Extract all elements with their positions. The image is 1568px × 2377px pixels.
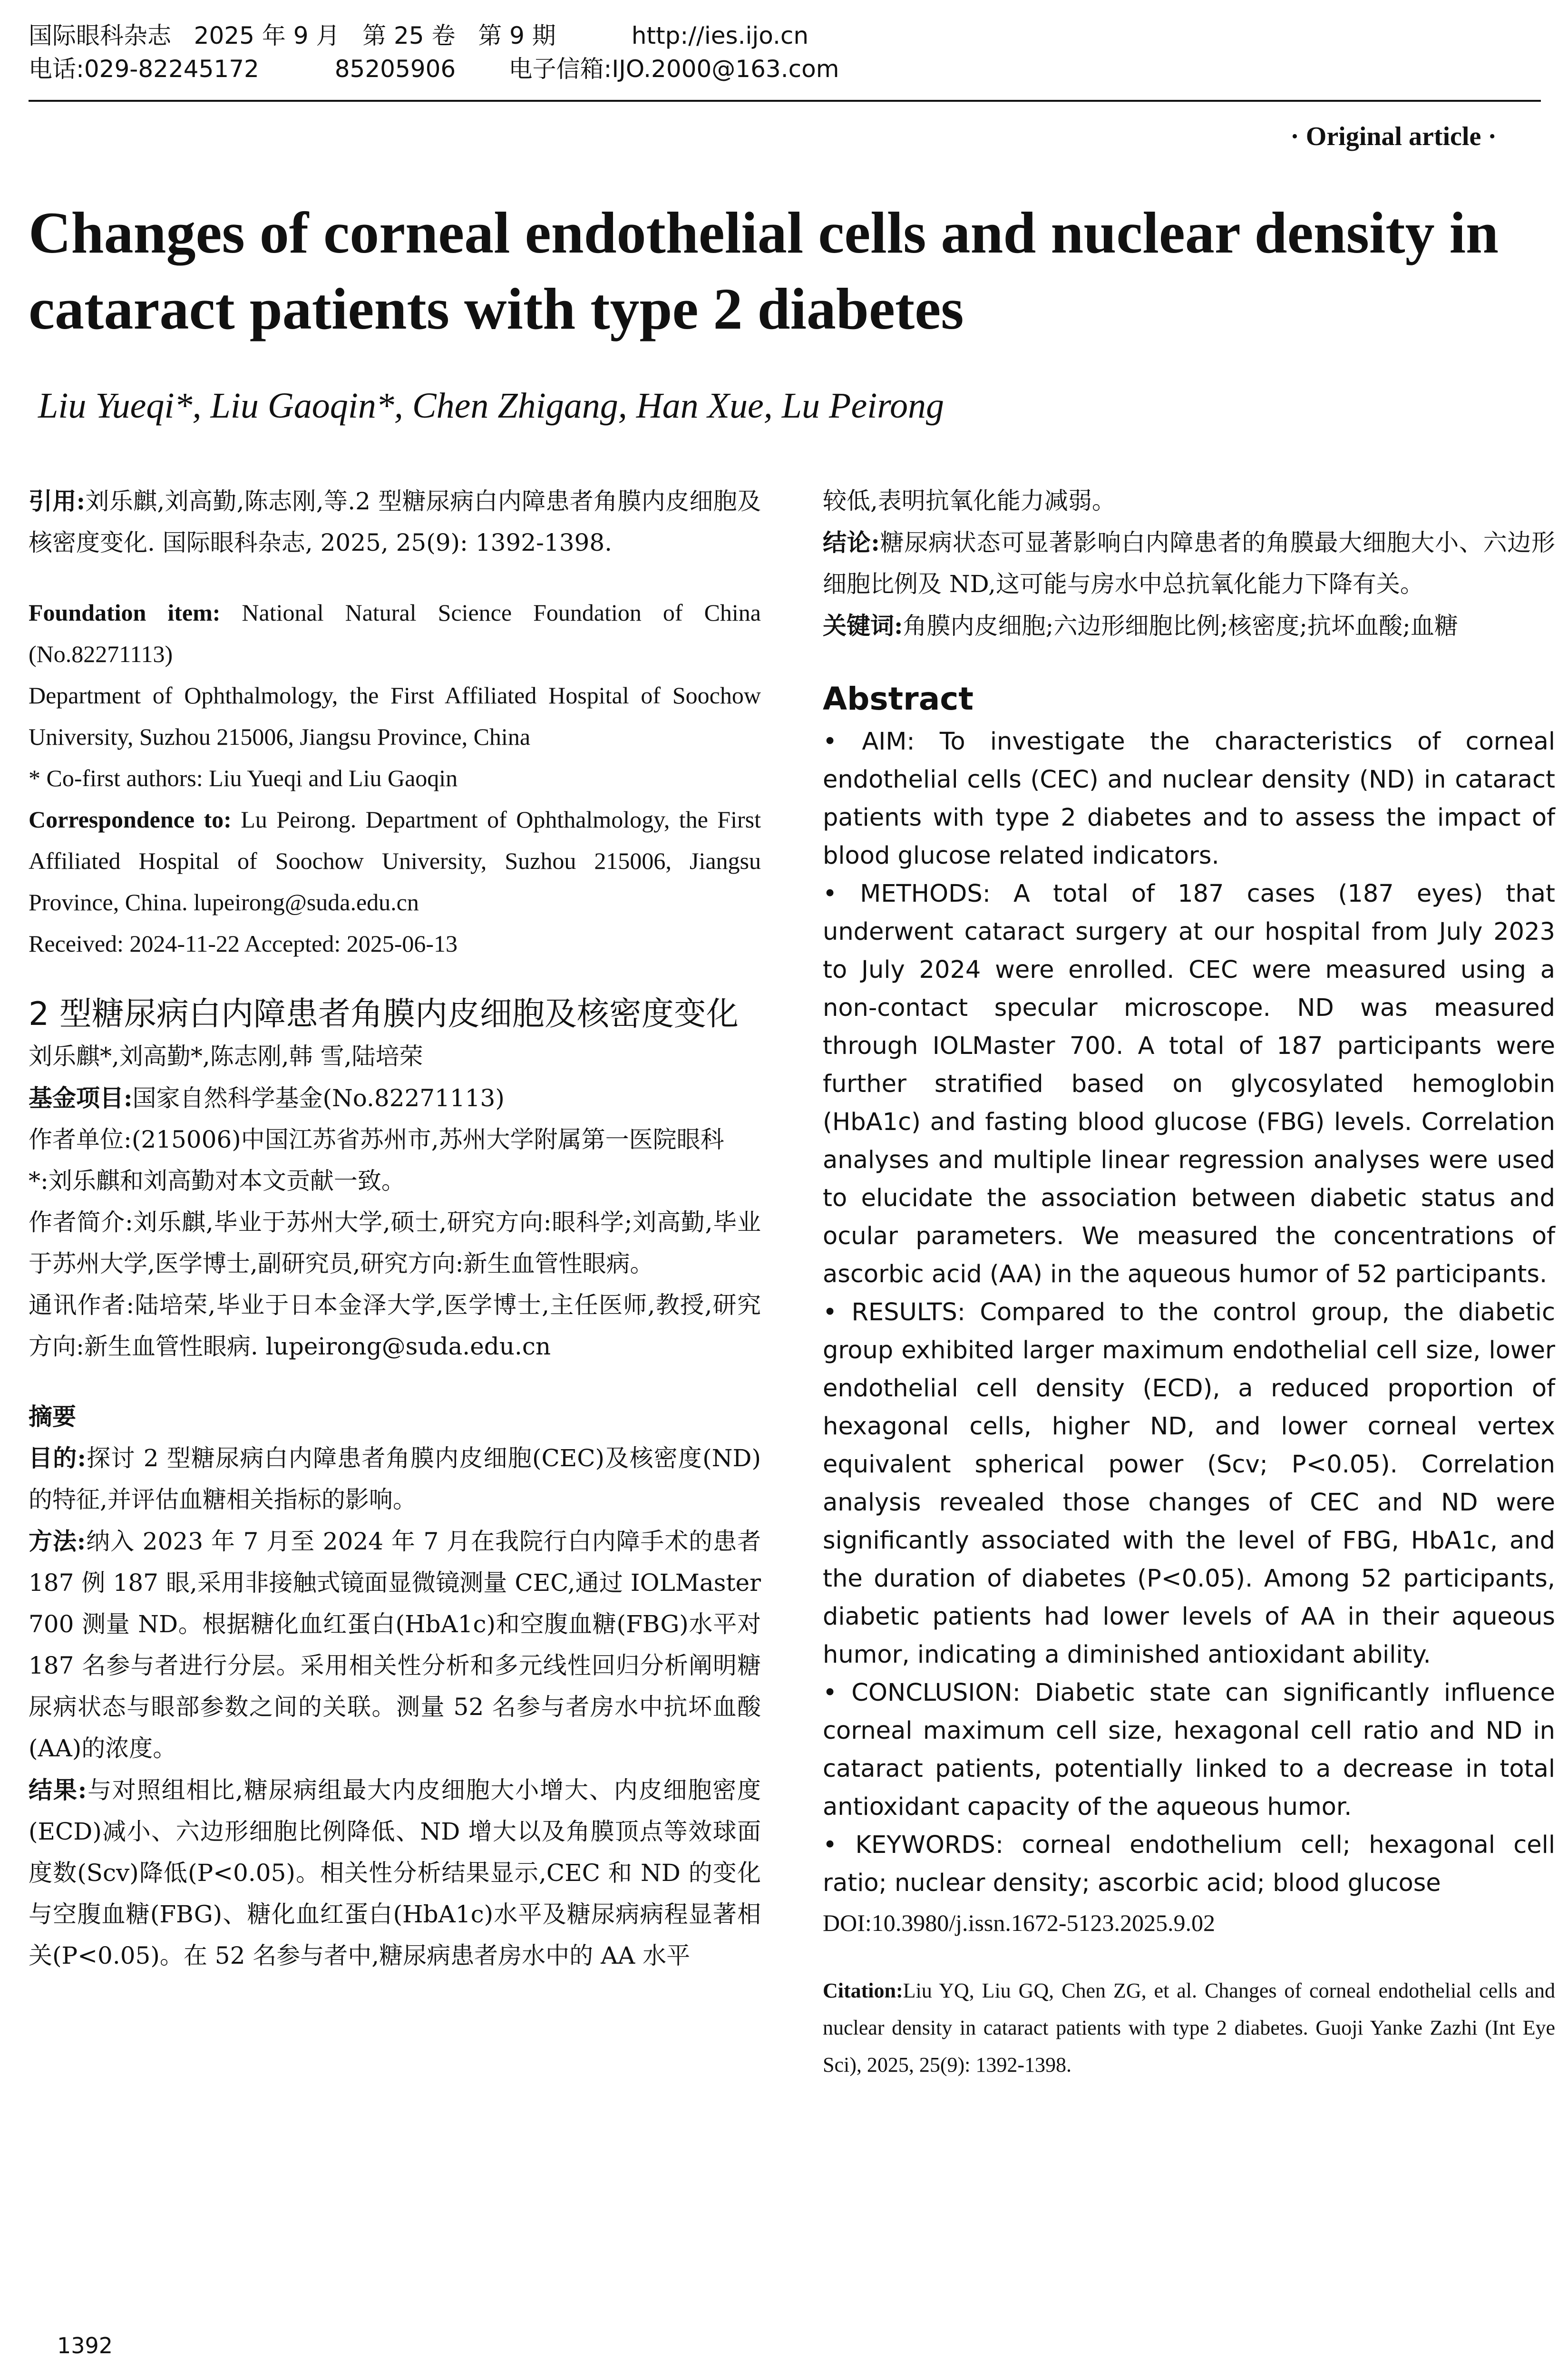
cn-methods-text: 纳入 2023 年 7 月至 2024 年 7 月在我院行白内障手术的患者 187 例 187 眼,采用非接触式镜面显微镜测量 CEC,通过 IOLMaster 700 测量 ND。根据糖化血红蛋白(HbA1c)和空腹血糖(FBG)水平对 187 名参与者进行分层。采用相关性分析和多元线性回归分析阐明糖尿病状态与眼部参数之间的关联。测量 52 名参与者房水中抗坏血酸(AA)的浓度。 (29, 1528, 761, 1762)
cn-conclusion-label: 结论: (823, 528, 880, 556)
cn-contact: 通讯作者:陆培荣,毕业于日本金泽大学,医学博士,主任医师,教授,研究方向:新生血管性眼病. lupeirong@suda.edu.cn (29, 1291, 761, 1360)
cn-bio: 作者简介:刘乐麒,毕业于苏州大学,硕士,研究方向:眼科学;刘高勤,毕业于苏州大学,医学博士,副研究员,研究方向:新生血管性眼病。 (29, 1208, 761, 1277)
co-first-authors: * Co-first authors: Liu Yueqi and Liu Gaoqin (29, 765, 458, 791)
foundation-label: Foundation item: (29, 599, 221, 626)
article-type-tag: · Original article · (1290, 122, 1497, 151)
cn-authors: 刘乐麒*,刘高勤*,陈志刚,韩 雪,陆培荣 (29, 1042, 423, 1070)
cn-fund-label: 基金项目: (29, 1084, 133, 1112)
cn-fund-text: 国家自然科学基金(No.82271113) (132, 1084, 505, 1112)
cite-label: 引用: (29, 487, 86, 515)
cn-conclusion-text: 糖尿病状态可显著影响白内障患者的角膜最大细胞大小、六边形细胞比例及 ND,这可能与房水中总抗氧化能力下降有关。 (823, 529, 1556, 598)
abstract-conclusion: • CONCLUSION: Diabetic state can significantly influence corneal maximum cell size, hexagonal cell ratio and ND in cataract patients, potentially linked to a decrease in total antioxidant capacity of the aqueous humor. (823, 1679, 1555, 1821)
author-list: Liu Yueqi*, Liu Gaoqin*, Chen Zhigang, Han Xue, Lu Peirong (38, 386, 945, 426)
corr-text: Lu Peirong. Department of Ophthalmology, the First Affiliated Hospital of Soochow University, Suzhou 215006, Jiangsu Province, China. lupeirong@suda.edu.cn (29, 806, 761, 916)
cn-star-note: *:刘乐麒和刘高勤对本文贡献一致。 (29, 1167, 405, 1195)
abstract-aim: • AIM: To investigate the characteristics of corneal endothelial cells (CEC) and nuclear density (ND) in cataract patients with type 2 diabetes and to assess the impact of blood glucose related indicators. (823, 728, 1555, 870)
cn-conclusion (823, 522, 1555, 605)
abstract-keywords: • KEYWORDS: corneal endothelium cell; hexagonal cell ratio; nuclear density; ascorbic acid; blood glucose (823, 1831, 1555, 1897)
cn-aim (29, 1437, 761, 1520)
cn-results-text: 与对照组相比,糖尿病组最大内皮细胞大小增大、内皮细胞密度(ECD)减小、六边形细胞比例降低、ND 增大以及角膜顶点等效球面度数(Scv)降低(P<0.05)。相关性分析结果显示,CEC 和 ND 的变化与空腹血糖(FBG)、糖化血红蛋白(HbA1c)水平及糖尿病病程显著相关(P<0.05)。在 52 名参与者中,糖尿病患者房水中的 AA 水平 (29, 1776, 761, 1969)
cn-methods (29, 1520, 761, 1769)
abstract-heading: Abstract (823, 681, 974, 717)
citation-text: Liu YQ, Liu GQ, Chen ZG, et al. Changes of corneal endothelial cells and nuclear density in cataract patients with type 2 diabetes. Guoji Yanke Zazhi (Int Eye Sci), 2025, 25(9): 1392-1398. (823, 1979, 1555, 2076)
abstract-methods: • METHODS: A total of 187 cases (187 eyes) that underwent cataract surgery at our hospital from July 2023 to July 2024 were enrolled. CEC were measured using a non-contact specular microscope. ND was measured through IOLMaster 700. A total of 187 participants were further stratified based on glycosylated hemoglobin (HbA1c) and fasting blood glucose (FBG) levels. Correlation analyses and multiple linear regression analyses were used to elucidate the association between diabetic status and ocular parameters. We measured the concentrations of ascorbic acid (AA) in the aqueous humor of 52 participants. (823, 880, 1555, 1288)
cn-keywords (823, 605, 1555, 647)
doi: DOI:10.3980/j.issn.1672-5123.2025.9.02 (823, 1909, 1215, 1936)
abstract-results: • RESULTS: Compared to the control group, the diabetic group exhibited larger maximum endothelial cell size, lower endothelial cell density (ECD), a reduced proportion of hexagonal cells, higher ND, and lower corneal vertex equivalent spherical power (Scv; P<0.05). Correlation analysis revealed those changes of CEC and ND were significantly associated with the level of FBG, HbA1c, and the duration of diabetes (P<0.05). Among 52 participants, diabetic patients had lower levels of AA in their aqueous humor, indicating a diminished antioxidant ability. (823, 1298, 1555, 1669)
cn-aim-label: 目的: (29, 1444, 86, 1472)
page-number: 1392 (57, 2333, 113, 2358)
header-line-2: 电话:029-82245172 85205906 电子信箱:IJO.2000@163.com (29, 55, 839, 83)
english-citation (823, 1972, 1555, 2084)
left-column (29, 480, 761, 1977)
received-accepted: Received: 2024-11-22 Accepted: 2025-06-13 (29, 930, 458, 957)
foundation-item (29, 592, 761, 675)
cn-keywords-label: 关键词: (823, 612, 903, 640)
citation-label: Citation: (823, 1979, 903, 2002)
right-column (823, 480, 1555, 2084)
cn-title: 2 型糖尿病白内障患者角膜内皮细胞及核密度变化 (29, 995, 739, 1033)
cn-unit: 作者单位:(215006)中国江苏省苏州市,苏州大学附属第一医院眼科 (29, 1126, 724, 1153)
cite-text: 刘乐麒,刘高勤,陈志刚,等.2 型糖尿病白内障患者角膜内皮细胞及核密度变化. 国际眼科杂志, 2025, 25(9): 1392-1398. (29, 487, 761, 556)
cn-results (29, 1769, 761, 1977)
cn-results-continued: 较低,表明抗氧化能力减弱。 (823, 487, 1116, 515)
cn-fund (29, 1077, 761, 1119)
cn-citation (29, 480, 761, 564)
corr-label: Correspondence to: (29, 806, 232, 833)
department: Department of Ophthalmology, the First Affiliated Hospital of Soochow University, Suzhou 215006, Jiangsu Province, China (29, 682, 761, 750)
correspondence (29, 799, 761, 923)
header-rule (29, 100, 1541, 102)
cn-keywords-text: 角膜内皮细胞;六边形细胞比例;核密度;抗坏血酸;血糖 (903, 612, 1458, 640)
header-line-1: 国际眼科杂志 2025 年 9 月 第 25 卷 第 9 期 http://ies.ijo.cn (29, 22, 809, 49)
cn-aim-text: 探讨 2 型糖尿病白内障患者角膜内皮细胞(CEC)及核密度(ND)的特征,并评估血糖相关指标的影响。 (29, 1444, 761, 1513)
cn-methods-label: 方法: (29, 1527, 86, 1555)
cn-abstract-heading: 摘要 (29, 1403, 76, 1431)
foundation-text: National Natural Science Foundation of China (No.82271113) (29, 599, 761, 667)
journal-header (29, 19, 1541, 86)
article-title: Changes of corneal endothelial cells and nuclear density in cataract patients with type 2 diabetes (29, 200, 1499, 341)
cn-results-label: 结果: (29, 1776, 87, 1804)
